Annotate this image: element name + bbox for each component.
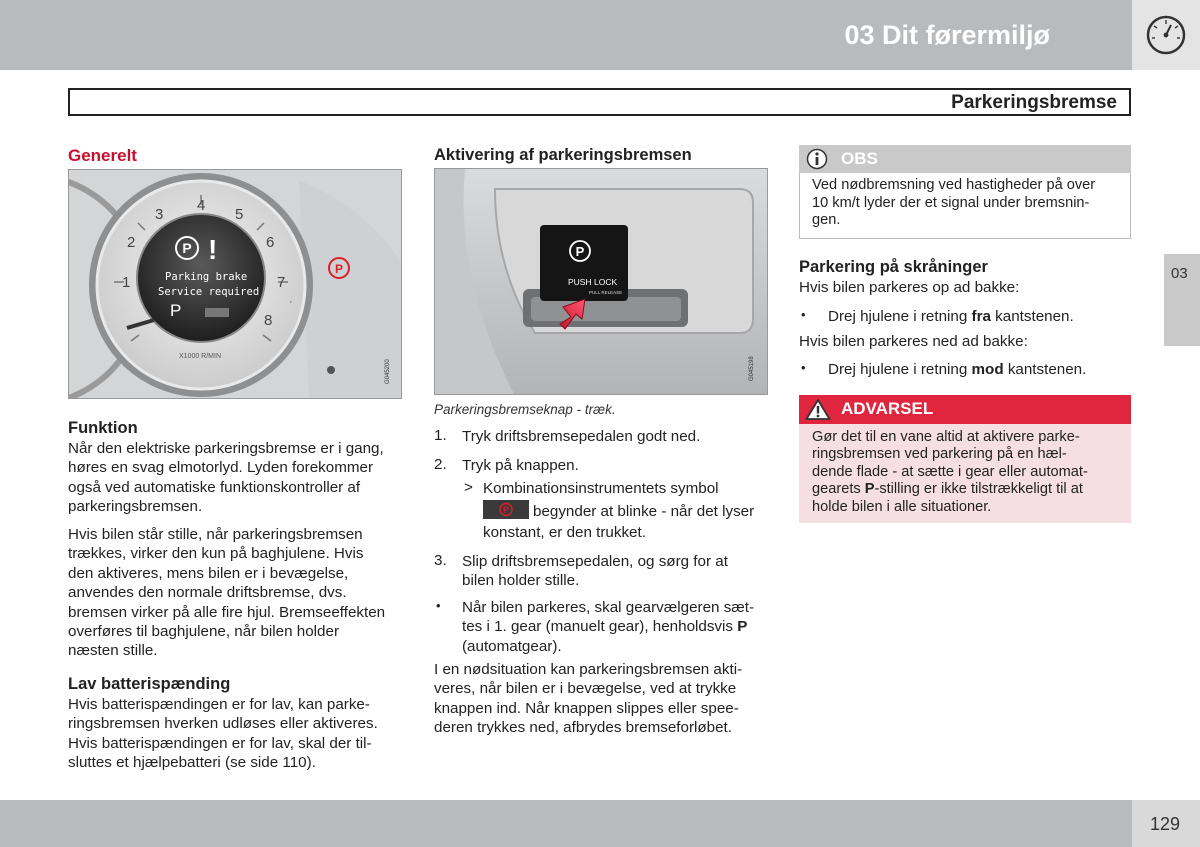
text-line: også ved automatiske funktionskontroller af	[68, 478, 361, 496]
header-band	[0, 0, 1132, 70]
slope-down-bullet	[828, 360, 1086, 379]
bullet-marker: •	[801, 360, 806, 375]
parking-brake-warning-symbol	[483, 500, 529, 519]
text-line: 10 km/t lyder der et signal under bremsnin-	[812, 194, 1090, 211]
result-text-line: Kombinationsinstrumentets symbol	[483, 480, 719, 497]
result-text-line: konstant, er den trukket.	[483, 524, 646, 541]
step-3-text	[462, 552, 728, 591]
text-line: Hvis batterispændingen er for lav, skal der til-	[68, 734, 372, 752]
warning-body	[799, 424, 1131, 523]
text-run: kantstenen.	[1003, 361, 1087, 378]
page-number: 129	[1150, 814, 1181, 834]
display-gear: P	[170, 301, 182, 320]
text-line: holde bilen i alle situationer.	[812, 498, 992, 515]
instrument-cluster-figure	[68, 169, 402, 399]
text-line: deren trykkes ned, afbrydes bremseforløbet.	[434, 719, 732, 737]
text-line: (automatgear).	[462, 637, 562, 655]
obs-body	[799, 173, 1131, 239]
bullet-marker: •	[801, 307, 806, 322]
gauge-number-7: 7	[277, 274, 286, 291]
gauge-number-1: 1	[122, 274, 131, 291]
text-line: dende flade - at sætte i gear eller automat-	[812, 463, 1088, 480]
text-line: Hvis batterispændingen er for lav, kan parke-	[68, 696, 370, 713]
side-tab-label: 03	[1171, 265, 1188, 282]
funktion-paragraph	[68, 439, 384, 517]
svg-text:!: !	[208, 234, 218, 265]
chapter-title: 03 Dit førermiljø	[844, 20, 1050, 50]
warning-text	[812, 429, 1088, 516]
heading-battery: Lav batterispænding	[68, 675, 231, 693]
text-line: gen.	[812, 212, 841, 229]
svg-text:P: P	[334, 262, 344, 276]
bold-text: P	[864, 481, 875, 498]
figure-code: G045200	[385, 359, 391, 384]
slope-down-text: Hvis bilen parkeres ned ad bakke:	[799, 333, 1028, 350]
obs-label: OBS	[841, 149, 878, 168]
text-line: Gør det til en vane altid at aktivere parke-	[812, 429, 1080, 445]
text-line: næsten stille.	[68, 642, 158, 660]
gauge-number-5: 5	[235, 206, 244, 223]
text-line: veres, når bilen er i bevægelse, ved at trykke	[434, 680, 737, 698]
section-title-box	[68, 88, 1131, 116]
step-number: 1.	[434, 427, 447, 444]
gauge-number-2: 2	[127, 234, 136, 251]
text-line: bilen holder stille.	[462, 572, 580, 590]
page-number-box	[1132, 800, 1200, 847]
text-line: Når den elektriske parkeringsbremse er i gang,	[68, 440, 384, 457]
result-marker: >	[464, 479, 473, 496]
parking-brake-icon	[483, 500, 529, 519]
text-run: gearets	[812, 481, 865, 498]
heading-generelt: Generelt	[68, 146, 137, 165]
button-pull-release-text: PULL RELEASE	[589, 290, 623, 295]
text-line: høres en svag elmotorlyd. Lyden forekommer	[68, 459, 374, 477]
parking-brake-button-figure	[434, 168, 768, 395]
rpm-label: X1000 R/MIN	[179, 353, 222, 360]
info-icon	[805, 148, 829, 170]
gauge-number-3: 3	[155, 206, 164, 223]
text-line: Ved nødbremsning ved hastigheder på over	[812, 177, 1096, 193]
text-line: knappen ind. Når knappen slippes eller spee-	[434, 699, 739, 717]
obs-text	[812, 177, 1095, 230]
text-run: kantstenen.	[990, 308, 1074, 325]
section-title: Parkeringsbremse	[951, 92, 1117, 113]
svg-text:·: ·	[289, 296, 293, 308]
step-1-text: Tryk driftsbremsepedalen godt ned.	[462, 428, 701, 445]
text-line: Slip driftsbremsepedalen, og sørg for at	[462, 553, 728, 570]
text-line	[812, 481, 1088, 498]
warning-triangle-icon	[805, 398, 831, 421]
text-line: anvendes den normale driftsbremse, dvs.	[68, 584, 347, 602]
bold-text: fra	[971, 308, 991, 325]
gauge-number-8: 8	[264, 312, 273, 329]
text-run: Drej hjulene i retning	[828, 308, 972, 325]
svg-text:P: P	[182, 240, 192, 256]
text-run: Drej hjulene i retning	[828, 361, 972, 378]
step-2-text: Tryk på knappen.	[462, 457, 579, 474]
bold-text: P	[737, 618, 748, 636]
text-run: tes i 1. gear (manuelt gear), henholdsvis	[462, 618, 738, 636]
text-line: ringsbremsen hverken udløses eller aktiveres.	[68, 715, 378, 733]
button-push-lock-text: PUSH LOCK	[568, 277, 618, 287]
step-number: 3.	[434, 552, 447, 569]
standing-paragraph	[68, 525, 385, 661]
text-line	[462, 617, 754, 636]
step-number: 2.	[434, 456, 447, 473]
text-line: overføres til baghjulene, når bilen holder	[68, 623, 340, 641]
text-line: bremsen virker på alle fire hjul. Bremseeffekten	[68, 603, 386, 621]
text-line: den aktiveres, mens bilen er i bevægelse,	[68, 564, 349, 582]
text-line: Hvis bilen står stille, når parkeringsbremsen	[68, 526, 363, 543]
text-line: sluttes et hjælpebatteri (se side 110).	[68, 754, 316, 772]
heading-funktion: Funktion	[68, 419, 138, 437]
gear-bullet-text	[462, 598, 754, 656]
text-line: ringsbremsen ved parkering på en hæl-	[812, 446, 1067, 463]
footer-band	[0, 800, 1132, 847]
instrument-cluster-illustration	[69, 170, 402, 399]
text-line: Når bilen parkeres, skal gearvælgeren sæt-	[462, 599, 755, 616]
svg-text:P: P	[502, 504, 510, 515]
gauge-number-4: 4	[197, 197, 206, 214]
result-text-line: begynder at blinke - når det lyser	[533, 503, 755, 520]
slope-up-bullet	[828, 307, 1074, 326]
chapter-icon-box	[1132, 0, 1200, 70]
slope-up-text: Hvis bilen parkeres op ad bakke:	[799, 279, 1020, 296]
speedometer-icon	[1145, 14, 1187, 56]
display-parking-brake: Parking brake	[165, 271, 248, 283]
warning-label: ADVARSEL	[841, 399, 934, 418]
text-line: parkeringsbremsen.	[68, 498, 203, 516]
heading-slopes: Parkering på skråninger	[799, 258, 988, 276]
text-line: trækkes, virker den kun på baghjulene. Hvis	[68, 545, 364, 563]
bullet-marker: •	[436, 598, 441, 613]
figure-caption: Parkeringsbremseknap - træk.	[434, 402, 616, 417]
text-line: I en nødsituation kan parkeringsbremsen akti-	[434, 661, 743, 678]
emergency-paragraph	[434, 660, 742, 738]
heading-activation: Aktivering af parkeringsbremsen	[434, 146, 692, 164]
gauge-number-6: 6	[266, 234, 275, 251]
figure-code: G045198	[749, 356, 755, 381]
battery-paragraph	[68, 695, 378, 773]
display-service-required: Service required	[158, 286, 260, 298]
text-run: -stilling er ikke tilstrækkeligt til at	[874, 481, 1083, 498]
bold-text: mod	[971, 361, 1004, 378]
chapter-side-tab	[1164, 254, 1200, 346]
svg-text:P: P	[575, 244, 585, 259]
